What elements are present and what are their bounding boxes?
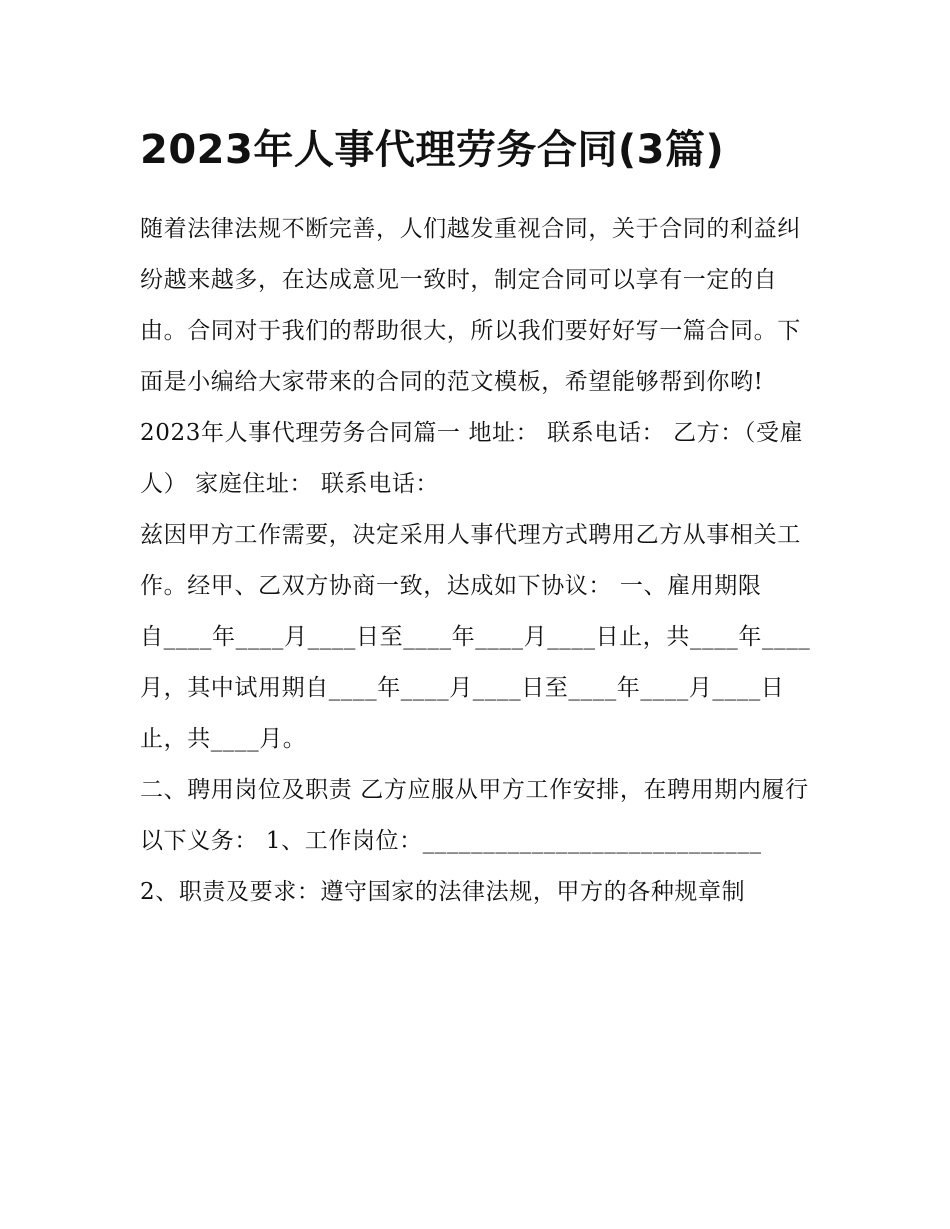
position-duties-paragraph: 二、聘用岗位及职责 乙方应服从甲方工作安排，在聘用期内履行以下义务： 1、工作岗位：____________________________: [140, 777, 809, 854]
intro-paragraph: 随着法律法规不断完善，人们越发重视合同，关于合同的利益纠纷越来越多，在达成意见一致时，制定合同可以享有一定的自由。合同对于我们的帮助很大，所以我们要好好写一篇合同。下面是小编给大家带来的合同的范文模板，希望能够帮到你哟!: [140, 216, 801, 395]
employment-term-paragraph: 自____年____月____日至____年____月____日止，共____年____月，其中试用期自____年____月____日至____年____月____日止，共____月。: [140, 624, 811, 752]
document-title: 2023年人事代理劳务合同(3篇): [140, 127, 725, 173]
document-page: [140, 112, 812, 918]
employment-purpose-paragraph: 兹因甲方工作需要，决定采用人事代理方式聘用乙方从事相关工作。经甲、乙双方协商一致，达成如下协议： 一、雇用期限: [140, 522, 801, 599]
contract-parties-paragraph: 2023年人事代理劳务合同篇一 地址： 联系电话： 乙方：（受雇人） 家庭住址： 联系电话：: [140, 420, 804, 497]
duties-requirements-paragraph: 2、职责及要求：遵守国家的法律法规，甲方的各种规章制: [140, 879, 746, 905]
